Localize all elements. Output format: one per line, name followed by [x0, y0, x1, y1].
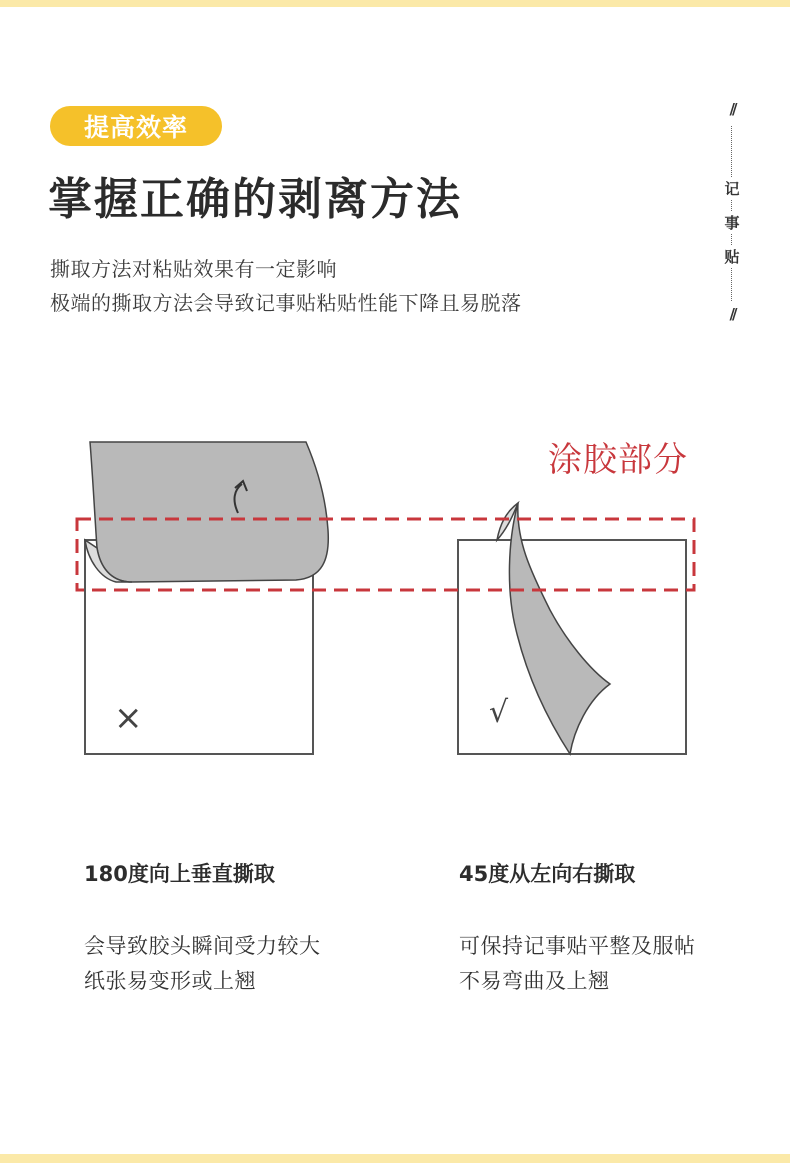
side-label-char: 贴 [722, 246, 742, 268]
right-method-note: 可保持记事贴平整及服帖 [459, 934, 696, 958]
description-line: 极端的撕取方法会导致记事贴粘贴性能下降且易脱落 [50, 291, 522, 315]
glue-zone-label: 涂胶部分 [548, 440, 688, 480]
right-method-note: 不易弯曲及上翘 [459, 969, 610, 993]
page-title: 掌握正确的剥离方法 [48, 174, 462, 225]
check-icon: √ [489, 695, 509, 730]
slash-decoration: // [729, 305, 735, 323]
cross-icon: × [114, 698, 143, 738]
wrong-method-caption: 180度向上垂直撕取 [84, 862, 275, 886]
side-label-char: 事 [722, 212, 742, 234]
side-label-char: 记 [722, 178, 742, 200]
bottom-accent-band [0, 1154, 790, 1163]
wrong-method-note: 纸张易变形或上翘 [84, 969, 256, 993]
peeled-sheet-left [90, 442, 328, 582]
right-method-caption: 45度从左向右撕取 [459, 862, 636, 886]
description-line: 撕取方法对粘贴效果有一定影响 [50, 257, 337, 281]
slash-decoration: // [729, 100, 735, 118]
section-badge: 提高效率 [50, 106, 222, 146]
wrong-method-note: 会导致胶头瞬间受力较大 [84, 934, 321, 958]
